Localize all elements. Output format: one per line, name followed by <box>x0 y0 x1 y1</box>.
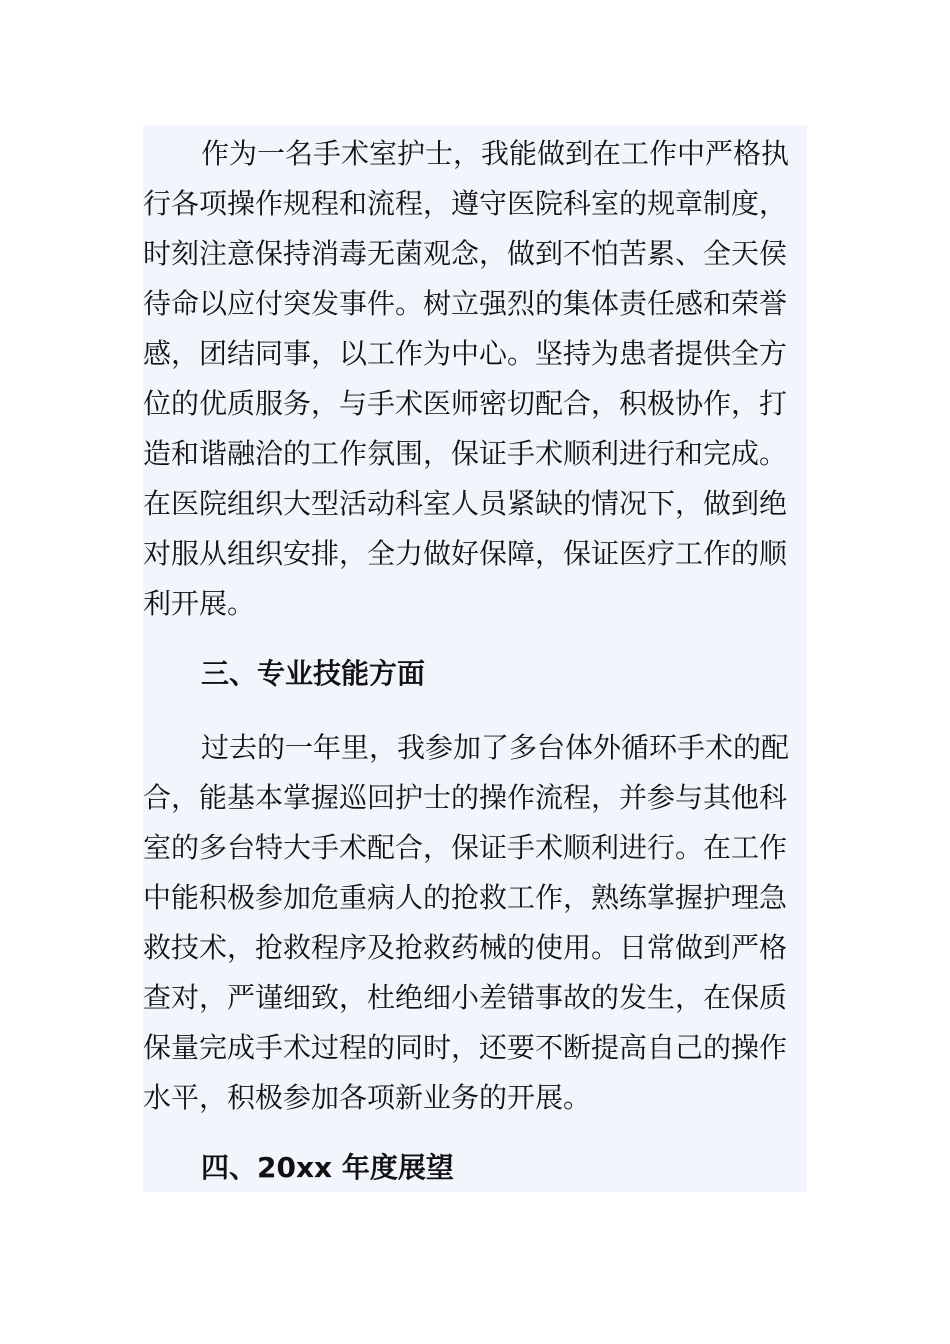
section-heading: 三、专业技能方面 <box>201 657 426 690</box>
paragraph-line: 位的优质服务，与手术医师密切配合，积极协作，打 <box>143 387 788 420</box>
paragraph-line: 作为一名手术室护士，我能做到在工作中严格执 <box>201 137 790 170</box>
paragraph-line: 行各项操作规程和流程，遵守医院科室的规章制度， <box>143 187 788 220</box>
paragraph-line: 保量完成手术过程的同时，还要不断提高自己的操作 <box>143 1031 788 1064</box>
paragraph-line: 室的多台特大手术配合，保证手术顺利进行。在工作 <box>143 831 788 864</box>
paragraph-line: 待命以应付突发事件。树立强烈的集体责任感和荣誉 <box>143 287 788 320</box>
paragraph-line: 感，团结同事，以工作为中心。坚持为患者提供全方 <box>143 337 788 370</box>
section-heading: 四、20xx 年度展望 <box>201 1151 454 1184</box>
paragraph-line: 查对，严谨细致，杜绝细小差错事故的发生，在保质 <box>143 981 788 1014</box>
paragraph-line: 水平，积极参加各项新业务的开展。 <box>143 1081 592 1114</box>
paragraph-line: 中能积极参加危重病人的抢救工作，熟练掌握护理急 <box>143 881 788 914</box>
paragraph-line: 救技术，抢救程序及抢救药械的使用。日常做到严格 <box>143 931 788 964</box>
paragraph-line: 利开展。 <box>143 587 256 620</box>
paragraph-line: 造和谐融洽的工作氛围，保证手术顺利进行和完成。 <box>143 437 788 470</box>
paragraph-line: 在医院组织大型活动科室人员紧缺的情况下，做到绝 <box>143 487 788 520</box>
paragraph-line: 对服从组织安排，全力做好保障，保证医疗工作的顺 <box>143 537 788 570</box>
document-content <box>143 125 807 1192</box>
paragraph-line: 时刻注意保持消毒无菌观念，做到不怕苦累、全天侯 <box>143 237 788 270</box>
paragraph-line: 过去的一年里，我参加了多台体外循环手术的配 <box>201 731 790 764</box>
paragraph-line: 合，能基本掌握巡回护士的操作流程，并参与其他科 <box>143 781 788 814</box>
